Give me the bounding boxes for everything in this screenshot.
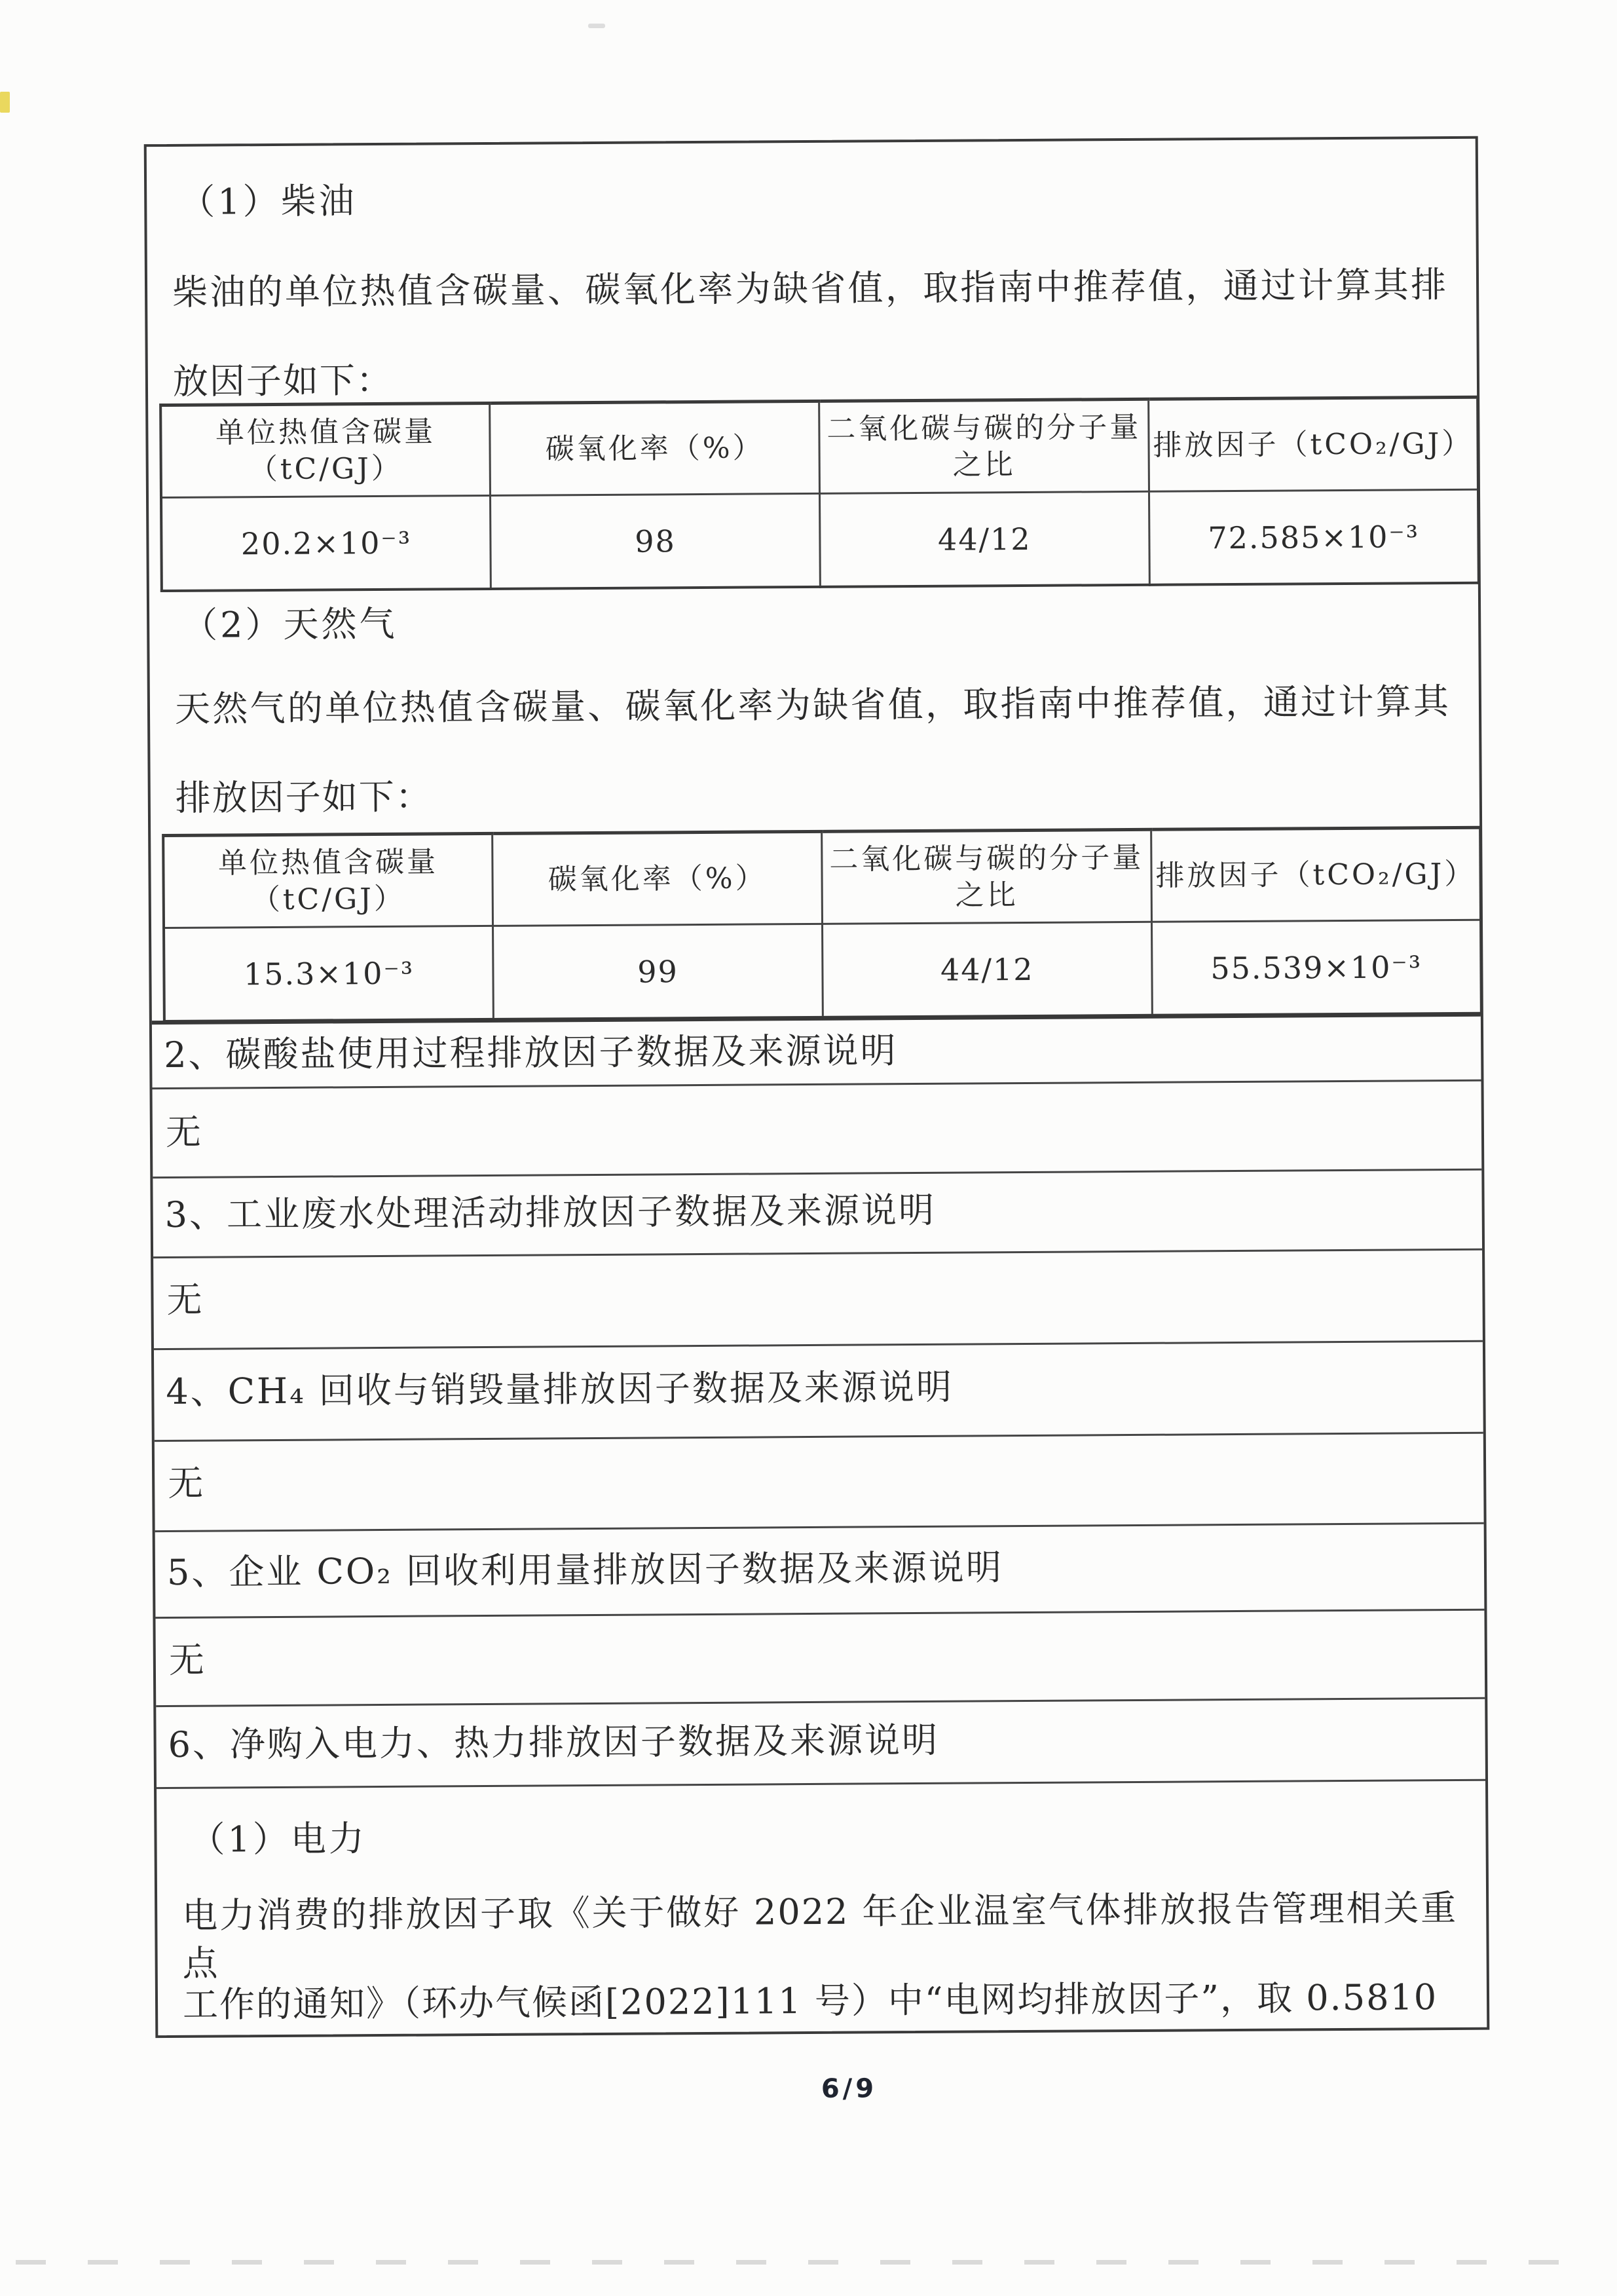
section-2-content: 无 xyxy=(165,1111,203,1153)
gas-table-data-row xyxy=(164,920,1481,1021)
row-separator xyxy=(155,1609,1484,1619)
row-separator xyxy=(153,1169,1481,1178)
gas-value-molecular-ratio: 44/12 xyxy=(823,922,1153,1017)
electricity-paragraph-line2: 工作的通知》（环办气候函[2022]111 号）中“电网均排放因子”，取 0.5810 xyxy=(182,1976,1438,2025)
gas-header-molecular-ratio: 二氧化碳与碳的分子量 之比 xyxy=(822,829,1152,924)
diesel-factor-table xyxy=(159,396,1480,592)
gas-paragraph-line1: 天然气的单位热值含碳量、碳氧化率为缺省值，取指南中推荐值，通过计算其 xyxy=(174,681,1451,730)
gas-value-carbon-content: 15.3×10⁻³ xyxy=(164,926,494,1021)
gas-header-carbon-content: 单位热值含碳量 （tC/GJ） xyxy=(163,833,493,928)
row-separator xyxy=(155,1522,1484,1532)
electricity-subsection-heading: （1）电力 xyxy=(189,1818,367,1860)
section-3-content: 无 xyxy=(166,1279,204,1321)
diesel-table-data-row xyxy=(161,489,1479,591)
row-separator xyxy=(156,1697,1485,1707)
gas-table-header-row xyxy=(163,827,1481,928)
diesel-paragraph-line2: 放因子如下： xyxy=(172,359,394,402)
diesel-value-emission-factor: 72.585×10⁻³ xyxy=(1149,489,1479,585)
row-separator xyxy=(154,1340,1483,1350)
section-4-title: 4、CH₄ 回收与销毁量排放因子数据及来源说明 xyxy=(166,1366,954,1413)
gas-value-oxidation-rate: 99 xyxy=(493,924,823,1019)
electricity-paragraph-line1: 电力消费的排放因子取《关于做好 2022 年企业温室气体排放报告管理相关重点 xyxy=(182,1887,1458,1984)
diesel-header-oxidation-rate: 碳氧化率（%） xyxy=(490,401,820,495)
section-3-title: 3、工业废水处理活动排放因子数据及来源说明 xyxy=(164,1189,937,1236)
section-5-title: 5、企业 CO₂ 回收利用量排放因子数据及来源说明 xyxy=(166,1547,1004,1593)
section-5-content: 无 xyxy=(168,1639,206,1681)
diesel-value-molecular-ratio: 44/12 xyxy=(819,491,1149,587)
emission-factor-report-table xyxy=(144,136,1490,2038)
row-separator xyxy=(153,1080,1481,1089)
gas-factor-table xyxy=(162,826,1483,1023)
diesel-header-emission-factor: 排放因子（tCO₂/GJ） xyxy=(1148,397,1478,491)
diesel-table-header-row xyxy=(160,397,1478,497)
row-separator xyxy=(157,1779,1485,1789)
gas-value-emission-factor: 55.539×10⁻³ xyxy=(1151,920,1481,1015)
gas-subsection-heading: （2）天然气 xyxy=(182,603,398,646)
diesel-value-oxidation-rate: 98 xyxy=(491,493,821,589)
row-separator xyxy=(155,1432,1483,1442)
row-separator xyxy=(153,1249,1482,1258)
page-number: 6/9 xyxy=(821,2073,878,2104)
diesel-header-molecular-ratio: 二氧化碳与碳的分子量 之比 xyxy=(819,399,1149,493)
diesel-subsection-heading: （1）柴油 xyxy=(179,180,357,223)
diesel-paragraph-line1: 柴油的单位热值含碳量、碳氧化率为缺省值，取指南中推荐值，通过计算其排 xyxy=(172,264,1448,313)
gas-paragraph-line2: 排放因子如下： xyxy=(175,776,432,819)
diesel-value-carbon-content: 20.2×10⁻³ xyxy=(161,495,491,591)
section-2-title: 2、碳酸盐使用过程排放因子数据及来源说明 xyxy=(164,1030,898,1076)
diesel-header-carbon-content: 单位热值含碳量 （tC/GJ） xyxy=(160,403,491,497)
gas-header-emission-factor: 排放因子（tCO₂/GJ） xyxy=(1151,827,1481,922)
gas-header-oxidation-rate: 碳氧化率（%） xyxy=(493,831,823,926)
section-4-content: 无 xyxy=(168,1462,205,1504)
section-6-title: 6、净购入电力、热力排放因子数据及来源说明 xyxy=(168,1719,940,1765)
